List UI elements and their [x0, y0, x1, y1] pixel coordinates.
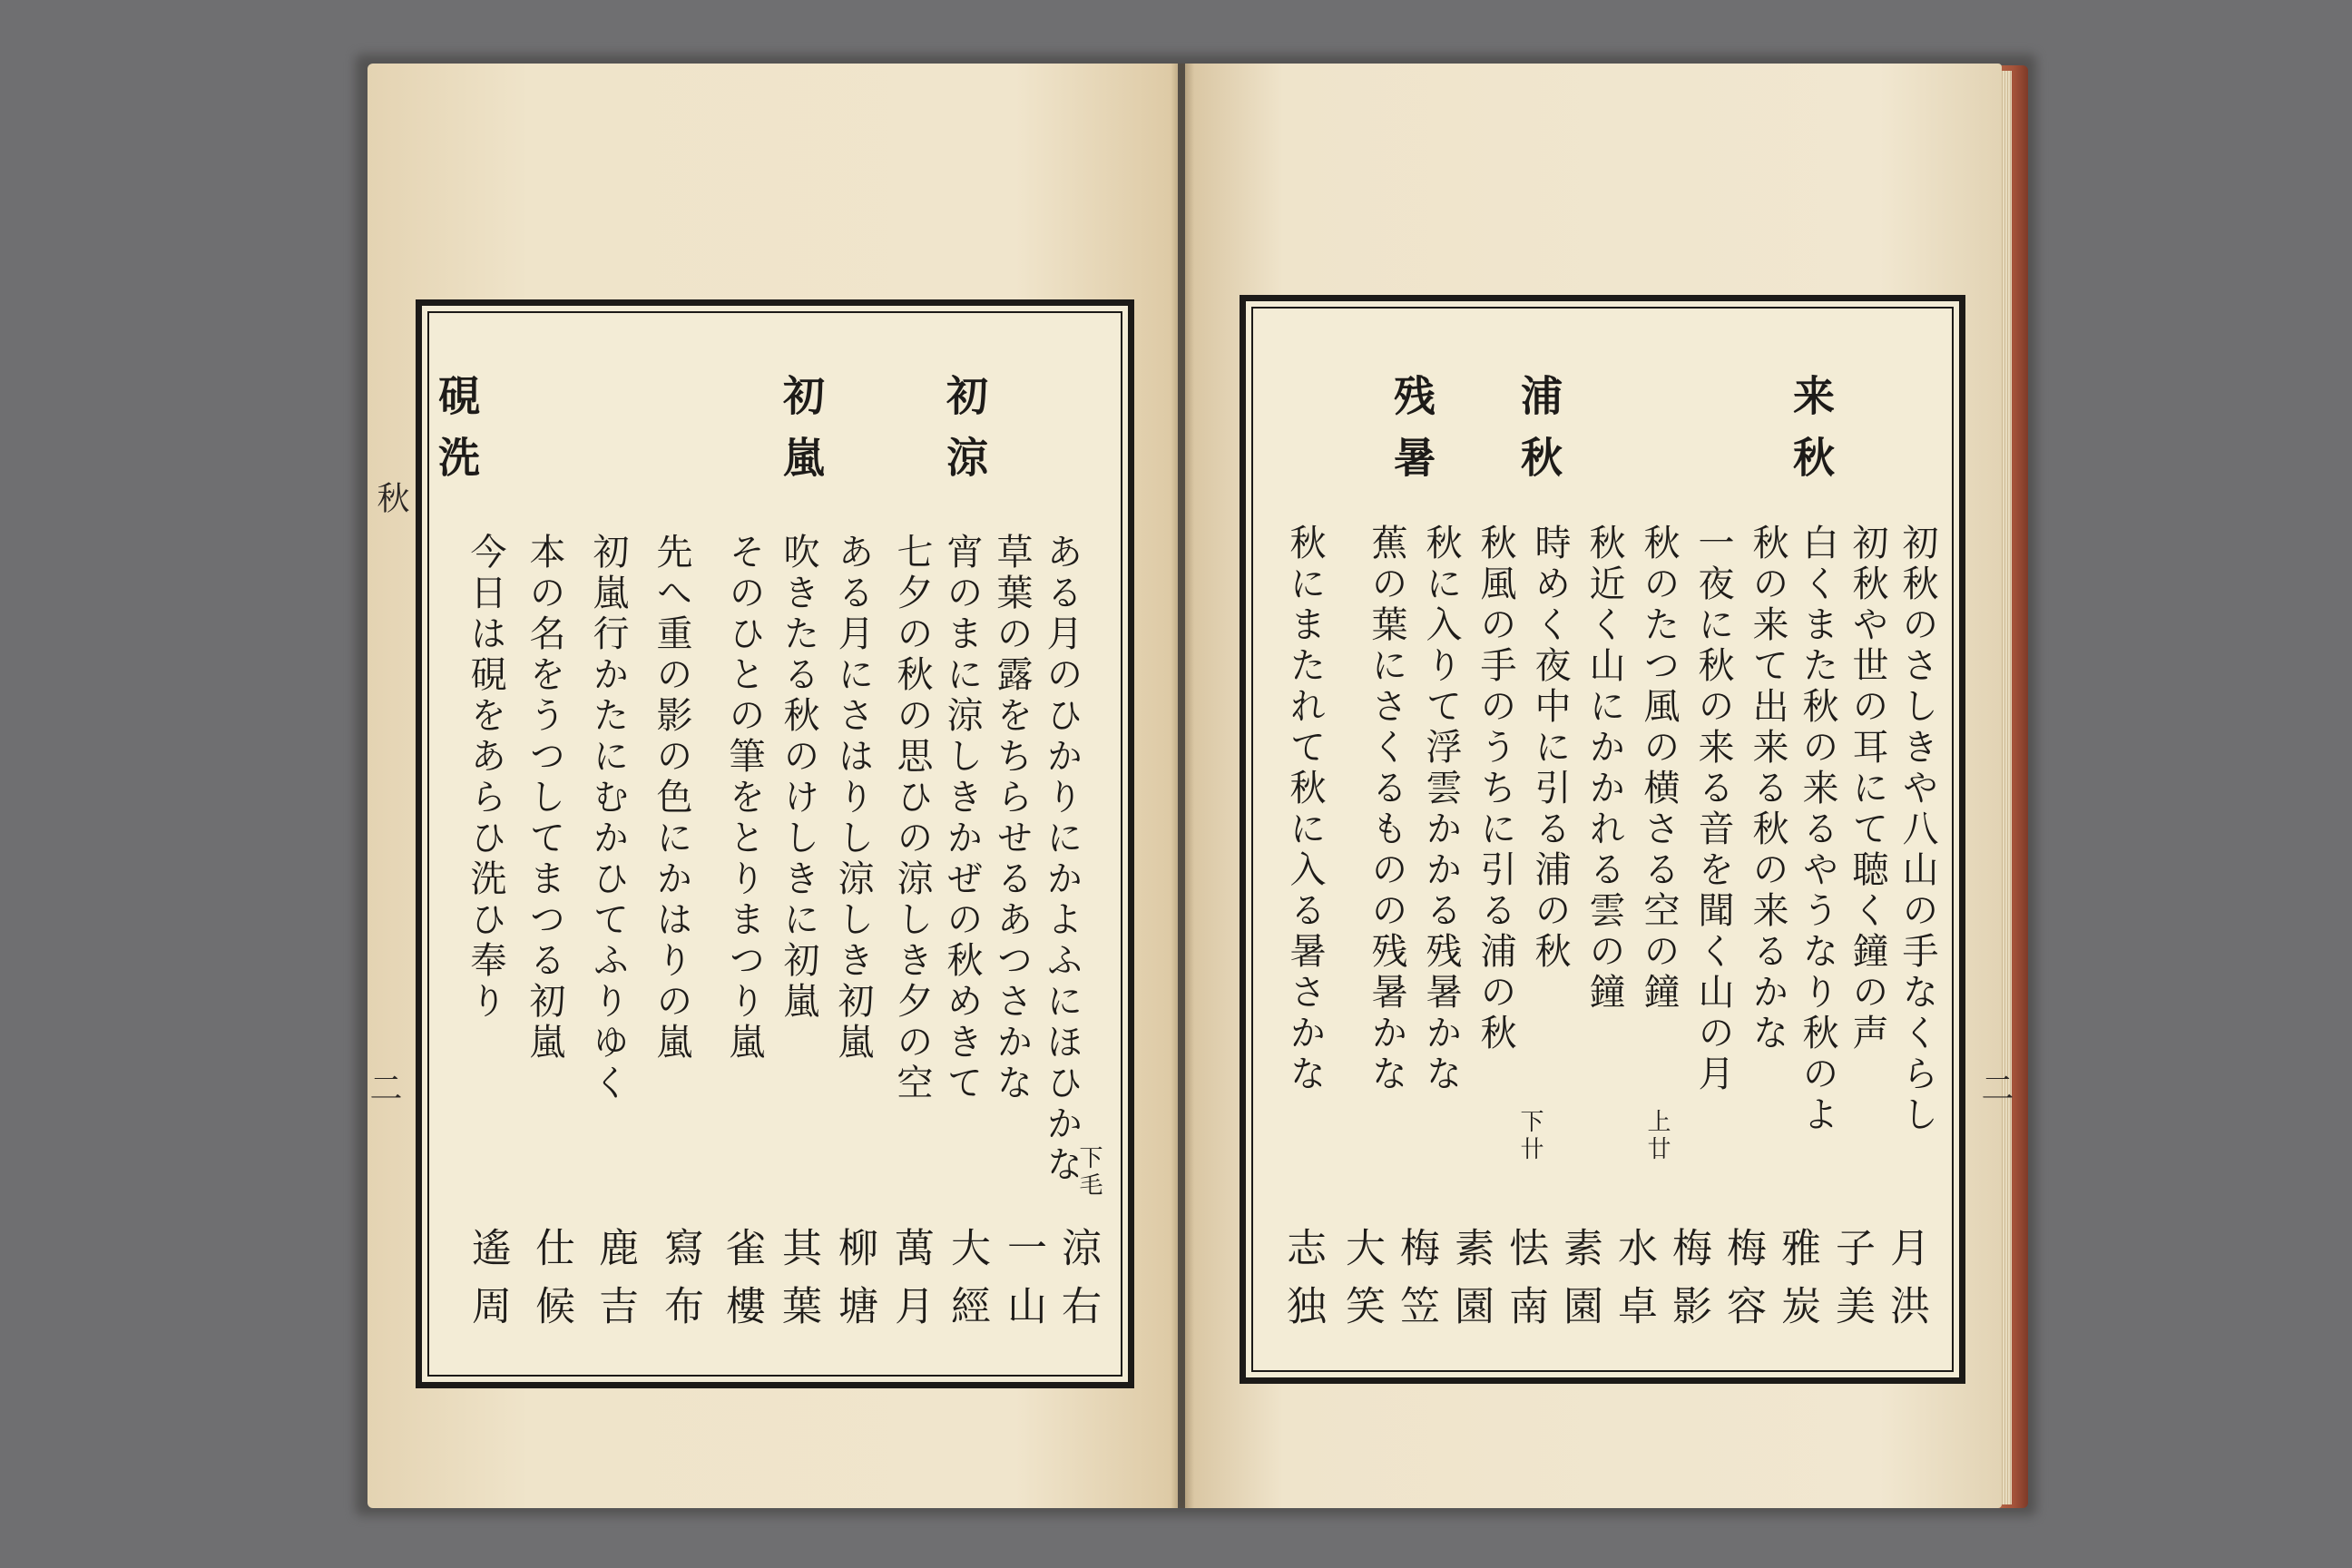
verse: ある月のひかりにかよふにほひかな	[1041, 533, 1083, 1186]
verse-note: 下卄	[1516, 1109, 1544, 1163]
verse: 秋風の手のうちに引る浦の秋	[1475, 524, 1516, 1054]
title-hatsuarashi: 初嵐	[777, 374, 826, 497]
verse: 本の名をうつしてまつる初嵐	[524, 533, 565, 1063]
verse: 七夕の秋の思ひの涼しき夕の空	[891, 533, 933, 1104]
author: 月洪	[1883, 1227, 1929, 1343]
author: 萬月	[887, 1227, 934, 1343]
verse: 蕉の葉にさくるものの残暑かな	[1366, 524, 1407, 1095]
verse-note: 上廿	[1643, 1109, 1671, 1163]
title-shoryo: 初涼	[940, 374, 989, 497]
author: 寫布	[657, 1227, 703, 1343]
author: 其葉	[775, 1227, 821, 1343]
verse: 秋の来て出来る秋の来るかな	[1747, 524, 1788, 1054]
author: 水卓	[1611, 1227, 1657, 1343]
author: 鹿吉	[592, 1227, 638, 1343]
author: 雀樓	[719, 1227, 765, 1343]
verse: そのひとの筆をとりまつり嵐	[723, 533, 765, 1063]
author: 志独	[1279, 1227, 1326, 1343]
verse: 吹きたる秋のけしきに初嵐	[778, 533, 819, 1023]
verse: 初嵐行かたにむかひてふりゆく	[587, 533, 629, 1104]
verse: 秋に入りて浮雲かかる残暑かな	[1420, 524, 1462, 1095]
author: 涼右	[1054, 1227, 1101, 1343]
left-text-frame	[416, 299, 1134, 1388]
author: 梅影	[1665, 1227, 1711, 1343]
author: 梅容	[1720, 1227, 1766, 1343]
verse: 白くまた秋の来るやうなり秋のよ	[1797, 524, 1838, 1136]
author: 雅炭	[1774, 1227, 1820, 1343]
title-urashu: 浦秋	[1514, 374, 1563, 497]
author: 柳塘	[831, 1227, 877, 1343]
verse: 秋にまたれて秋に入る暑さかな	[1284, 524, 1326, 1095]
verse: 初秋や世の耳にて聴く鐘の声	[1847, 524, 1888, 1054]
verse: 宵のまに涼しきかぜの秋めきて	[941, 533, 983, 1104]
book-gutter	[1171, 64, 1194, 1508]
verse: 時めく夜中に引る浦の秋	[1529, 524, 1571, 973]
author: 梅笠	[1393, 1227, 1439, 1343]
author: 子美	[1828, 1227, 1875, 1343]
verse: 先へ重の影の色にかはりの嵐	[651, 533, 692, 1063]
verse: 今日は硯をあらひ洗ひ奉り	[465, 533, 506, 1023]
left-margin-title: 秋	[372, 481, 409, 514]
right-text-frame	[1240, 295, 1965, 1384]
author: 大經	[944, 1227, 990, 1343]
verse: 秋のたつ風の横さる空の鐘	[1638, 524, 1680, 1014]
left-page-number: 二	[365, 1071, 402, 1103]
title-suzuriarai: 硯洗	[432, 374, 481, 497]
author: 遙周	[465, 1227, 511, 1343]
author: 一山	[1000, 1227, 1046, 1343]
verse: 初秋のさしきや八山の手なくらし	[1896, 524, 1938, 1136]
verse: 秋近く山にかかれる雲の鐘	[1583, 524, 1625, 1014]
verse: 草葉の露をちらせるあつさかな	[991, 533, 1033, 1104]
author: 怯南	[1502, 1227, 1548, 1343]
verse-note: 下毛	[1075, 1145, 1102, 1200]
author: 仕候	[528, 1227, 574, 1343]
author: 素園	[1447, 1227, 1494, 1343]
author: 素園	[1556, 1227, 1602, 1343]
right-page-number: 二	[1976, 1071, 2014, 1103]
title-zansho: 残暑	[1387, 374, 1436, 497]
author: 大笑	[1338, 1227, 1385, 1343]
title-raishu: 来秋	[1787, 374, 1836, 497]
verse: ある月にさはりし涼しき初嵐	[832, 533, 874, 1063]
verse: 一夜に秋の来る音を聞く山の月	[1692, 524, 1734, 1095]
